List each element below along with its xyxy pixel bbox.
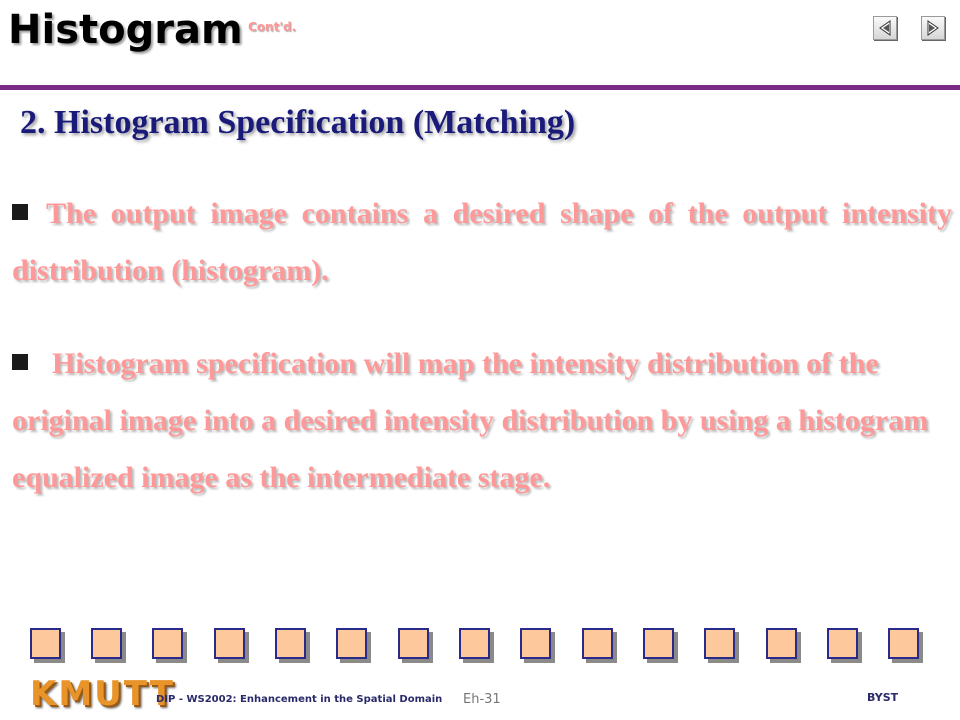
title-suffix: Cont'd. <box>248 20 297 34</box>
paragraph-2-text: Histogram specification will map the intensity distribution of the original image into a desired intensity distribution by using a histogram equalized image as the intermediate stage. <box>12 347 929 494</box>
slide-title: Histogram <box>8 7 243 53</box>
arrow-left-icon <box>874 17 896 39</box>
kmutt-logo: KMUTT <box>30 674 175 714</box>
decor-square <box>704 628 735 659</box>
decor-square <box>91 628 122 659</box>
footer-course-label: DIP - WS2002: Enhancement in the Spatial Domain <box>156 694 443 705</box>
decor-square <box>398 628 429 659</box>
bullet-square-icon <box>12 204 28 220</box>
decor-square <box>275 628 306 659</box>
decor-square <box>888 628 919 659</box>
decor-square <box>643 628 674 659</box>
slide-number: Eh-31 <box>463 692 501 707</box>
decor-square <box>582 628 613 659</box>
bullet-paragraph-2 <box>12 335 952 506</box>
decor-square <box>30 628 61 659</box>
bullet-square-icon <box>12 354 28 370</box>
title-divider <box>0 85 960 90</box>
decor-square <box>152 628 183 659</box>
arrow-right-icon <box>922 17 944 39</box>
decor-square <box>214 628 245 659</box>
next-slide-button[interactable] <box>921 16 945 40</box>
section-heading: 2. Histogram Specification (Matching) <box>20 104 576 141</box>
decorative-square-row <box>30 628 930 662</box>
paragraph-1-text: The output image contains a desired shape of the output intensity distribution (histogram). <box>12 197 952 287</box>
decor-square <box>336 628 367 659</box>
decor-square <box>827 628 858 659</box>
footer-author: BYST <box>867 691 899 704</box>
decor-square <box>459 628 490 659</box>
decor-square <box>520 628 551 659</box>
decor-square <box>766 628 797 659</box>
prev-slide-button[interactable] <box>873 16 897 40</box>
bullet-paragraph-1 <box>12 185 952 299</box>
